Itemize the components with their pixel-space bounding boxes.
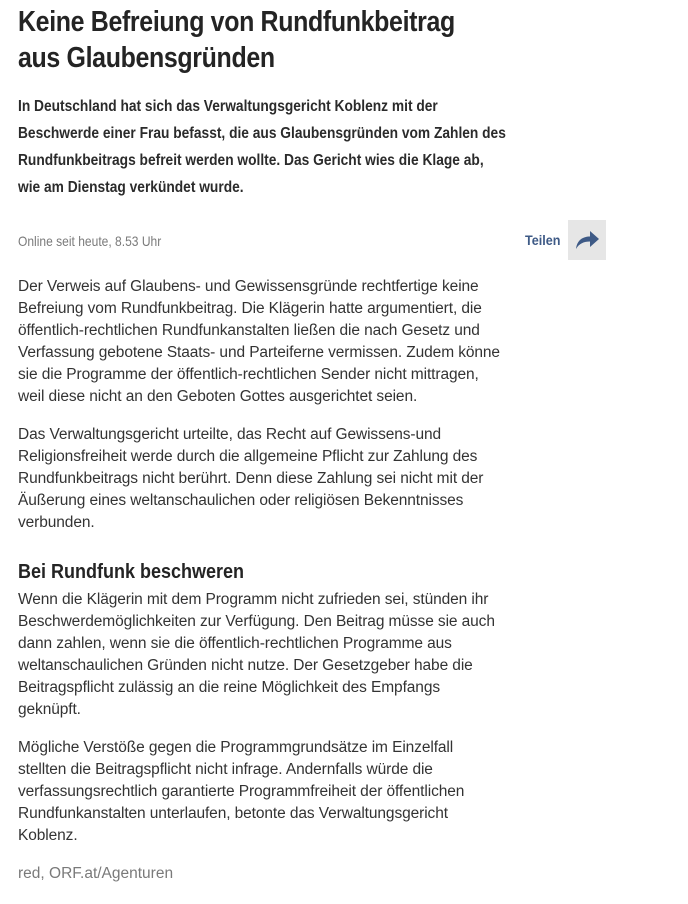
text-line: weil diese nicht an den Geboten Gottes ausgerichtet seien. [18, 388, 418, 405]
paragraph-1 [18, 276, 578, 408]
text-line: Beschwerdemöglichkeiten zur Verfügung. Den Beitrag müsse sie auch [18, 613, 495, 630]
text-line: Äußerung eines weltanschaulichen oder religiösen Bekenntnisses [18, 492, 464, 509]
text-line: Wenn die Klägerin mit dem Programm nicht zufrieden sei, stünden ihr [18, 591, 489, 608]
lead-line: Beschwerde einer Frau befasst, die aus Glaubensgründen vom Zahlen des [18, 125, 506, 142]
share-arrow-icon [573, 229, 601, 251]
text-line: Rundfunkanstalten unterlaufen, betonte das Verwaltungsgericht [18, 805, 448, 822]
text-line: Religionsfreiheit werde durch die allgemeine Pflicht zur Zahlung des [18, 448, 478, 465]
lead-line: Rundfunkbeitrags befreit werden wollte. Das Gericht wies die Klage ab, [18, 152, 484, 169]
text-line: Verfassung gebotene Staats- und Parteiferne vermissen. Zudem könne [18, 344, 500, 361]
article-meta [18, 229, 606, 253]
section-subheading: Bei Rundfunk beschweren [18, 561, 245, 583]
text-line: sie die Programme der öffentlich-rechtlichen Sender nicht mittragen, [18, 366, 479, 383]
text-line: Mögliche Verstöße gegen die Programmgrundsätze im Einzelfall [18, 739, 454, 756]
article-lead [18, 93, 534, 201]
text-line: Beitragspflicht zulässig an die reine Möglichkeit des Empfangs [18, 679, 440, 696]
text-line: Rundfunkbeitrags nicht berührt. Denn diese Zahlung sei nicht mit der [18, 470, 484, 487]
headline-line: Keine Befreiung von Rundfunkbeitrag [18, 6, 455, 38]
text-line: Koblenz. [18, 827, 78, 844]
text-line: weltanschaulichen Gründen nicht nutze. Der Gesetzgeber habe die [18, 657, 473, 674]
headline-line: aus Glaubensgründen [18, 42, 275, 74]
lead-line: wie am Dienstag verkündet wurde. [18, 179, 244, 196]
paragraph-2 [18, 424, 578, 534]
text-line: verbunden. [18, 514, 95, 531]
text-line: Der Verweis auf Glaubens- und Gewissensgründe rechtfertige keine [18, 278, 479, 295]
paragraph-3 [18, 589, 578, 721]
share-label[interactable]: Teilen [524, 232, 560, 248]
share-control[interactable] [521, 220, 606, 260]
text-line: öffentlich-rechtlichen Rundfunkanstalten ließen die nach Gesetz und [18, 322, 480, 339]
paragraph-4 [18, 737, 578, 847]
lead-line: In Deutschland hat sich das Verwaltungsgericht Koblenz mit der [18, 98, 438, 115]
text-line: dann zahlen, wenn sie die öffentlich-rechtlichen Programme aus [18, 635, 452, 652]
text-line: Das Verwaltungsgericht urteilte, das Recht auf Gewissens-und [18, 426, 442, 443]
article-headline [18, 4, 534, 76]
text-line: geknüpft. [18, 701, 81, 718]
text-line: stellten die Beitragspflicht nicht infrage. Andernfalls würde die [18, 761, 433, 778]
share-button[interactable] [568, 220, 606, 260]
text-line: Befreiung vom Rundfunkbeitrag. Die Klägerin hatte argumentiert, die [18, 300, 482, 317]
publish-timestamp: Online seit heute, 8.53 Uhr [18, 233, 162, 249]
article-source: red, ORF.at/Agenturen [18, 865, 174, 882]
text-line: verfassungsrechtlich garantierte Programmfreiheit der öffentlichen [18, 783, 465, 800]
